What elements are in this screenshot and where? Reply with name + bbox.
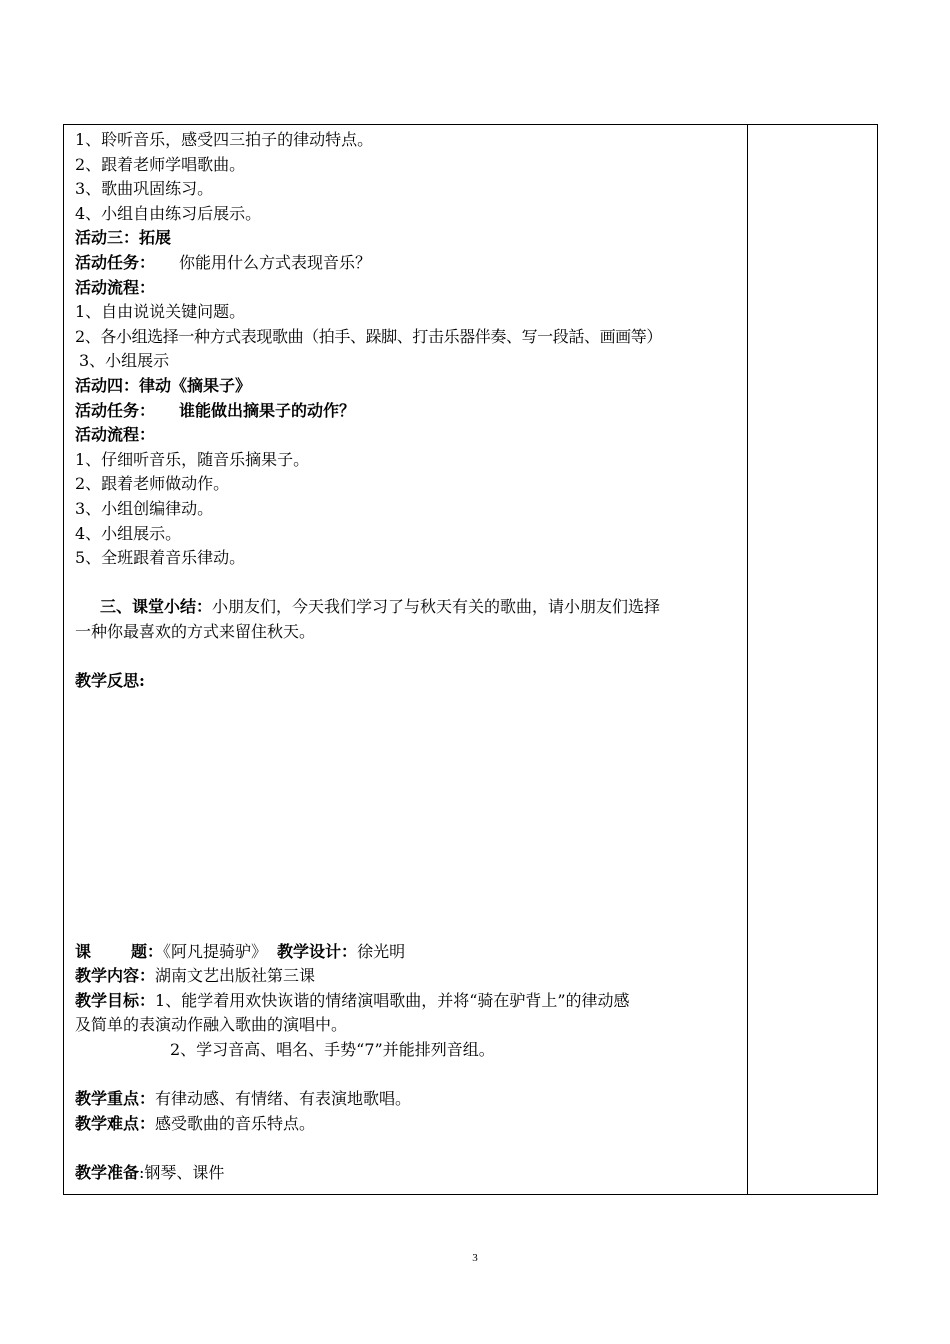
key-value: 有律动感、有情绪、有表演地歌唱。 [155, 1089, 412, 1109]
lesson-goal-line: 2、学习音高、唱名、手势“7”并能排列音组。 [170, 1040, 495, 1060]
lesson-goal-line: 及简单的表演动作融入歌曲的演唱中。 [75, 1015, 348, 1035]
content-value: 湖南文艺出版社第三课 [155, 966, 316, 986]
prep-value: :钢琴、课件 [139, 1163, 225, 1182]
difficulty-value: 感受歌曲的音乐特点。 [155, 1113, 316, 1133]
lesson-key-line [75, 1087, 743, 1112]
step-line: 1、自由说说关键问题。 [75, 302, 246, 322]
lesson-goal-line [75, 989, 743, 1014]
prep-label: 教学准备 [75, 1163, 140, 1182]
summary-line: 一种你最喜欢的方式来留住秋天。 [75, 621, 316, 641]
task-text: 你能用什么方式表现音乐？ [179, 252, 372, 272]
step-line: 4、小组自由练习后展示。 [75, 203, 262, 223]
lesson-prep-line [75, 1161, 743, 1186]
step-line: 5、全班跟着音乐律动。 [75, 548, 246, 568]
key-label: 教学重点： [75, 1089, 156, 1109]
topic-label: 题： [131, 941, 164, 961]
summary-line [75, 595, 743, 620]
summary-label: 三、课堂小结： [100, 597, 213, 617]
step-line: 2、跟着老师学唱歌曲。 [75, 154, 246, 174]
design-label: 教学设计： [277, 941, 358, 961]
step-line: 3、小组创编律动。 [75, 498, 214, 518]
goal-label: 教学目标： [75, 990, 156, 1010]
main-cell [75, 128, 743, 1186]
activity-three-title: 活动三：拓展 [75, 228, 172, 248]
step-line: 1、聆听音乐，感受四三拍子的律动特点。 [75, 130, 374, 149]
activity-four-title: 活动四：律动《摘果子》 [75, 375, 252, 395]
lesson-table [63, 124, 878, 1195]
step-line: 2、跟着老师做动作。 [75, 474, 230, 494]
lesson-difficulty-line [75, 1112, 743, 1137]
task-text: 谁能做出摘果子的动作？ [179, 400, 356, 420]
content-label: 教学内容： [75, 966, 156, 986]
activity-four-task [75, 399, 743, 424]
goal-text: 1、能学着用欢快诙谐的情绪演唱歌曲，并将“骑在驴背上”的律动感 [155, 990, 630, 1010]
task-label: 活动任务： [75, 252, 156, 272]
lesson-content-line [75, 964, 743, 989]
reflection-label: 教学反思: [75, 671, 145, 691]
topic-label: 课 [75, 941, 92, 961]
activity-three-flow-label: 活动流程： [75, 277, 156, 297]
topic-value: 《阿凡提骑驴》 [163, 941, 268, 961]
activity-three-task [75, 251, 743, 276]
activity-four-flow-label: 活动流程： [75, 425, 156, 445]
difficulty-label: 教学难点： [75, 1113, 156, 1133]
step-line: 3、歌曲巩固练习。 [75, 179, 214, 199]
page-number: 3 [472, 1252, 478, 1264]
task-label: 活动任务： [75, 400, 156, 420]
step-line: 2、各小组选择一种方式表现歌曲（拍手、跺脚、打击乐器伴奏、写一段話、画画等） [75, 326, 662, 346]
lesson-topic-line [75, 940, 743, 965]
step-line: 3、小组展示 [79, 351, 170, 371]
summary-text: 小朋友们，今天我们学习了与秋天有关的歌曲，请小朋友们选择 [212, 597, 661, 617]
step-line: 4、小组展示。 [75, 523, 182, 543]
design-value: 徐光明 [357, 941, 406, 961]
step-line: 1、仔细听音乐，随音乐摘果子。 [75, 449, 310, 469]
column-divider [747, 125, 748, 1194]
